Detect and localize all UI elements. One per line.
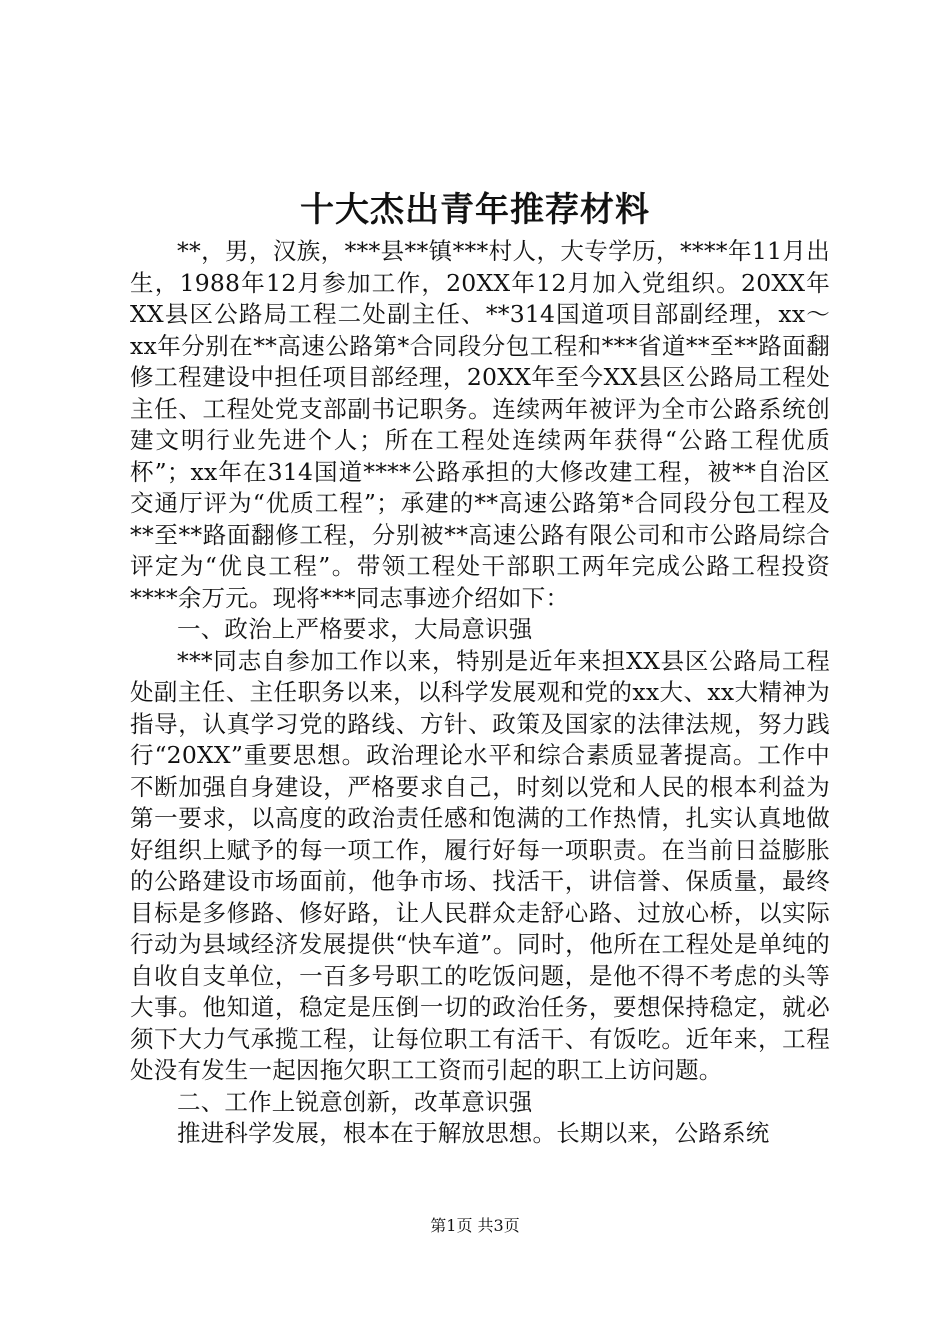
document-body	[130, 236, 830, 1150]
innovation-paragraph: 推进科学发展，根本在于解放思想。长期以来，公路系统	[177, 1119, 770, 1147]
document-title: 十大杰出青年推荐材料	[300, 190, 650, 230]
section-heading-innovation: 二、工作上锐意创新，改革意识强	[177, 1087, 533, 1116]
section-heading-political: 一、政治上严格要求，大局意识强	[177, 615, 533, 643]
intro-paragraph: **，男，汉族，***县**镇***村人，大专学历，****年11月出生，1988年12月参加工作，20XX年12月加入党组织。20XX年XX县区公路局工程二处副主任、**314国道项目部副经理，xx～xx年分别在**高速公路第*合同段分包工程和***省道**至**路面翻修工程建设中担任项目部经理，20XX年至今XX县区公路局工程处主任、工程处党支部副书记职务。连续两年被评为全市公路系统创建文明行业先进个人；所在工程处连续两年获得“公路工程优质杯”；xx年在314国道****公路承担的大修改建工程，被**自治区交通厅评为“优质工程”；承建的**高速公路第*合同段分包工程及**至**路面翻修工程，分别被**高速公路有限公司和市公路局综合评定为“优良工程”。带领工程处干部职工两年完成公路工程投资****余万元。现将***同志事迹介绍如下：	[130, 237, 830, 612]
political-paragraph: ***同志自参加工作以来，特别是近年来担XX县区公路局工程处副主任、主任职务以来，以科学发展观和党的xx大、xx大精神为指导，认真学习党的路线、方针、政策及国家的法律法规，努力践行“20XX”重要思想。政治理论水平和综合素质显著提高。工作中不断加强自身建设，严格要求自己，时刻以党和人民的根本利益为第一要求，以高度的政治责任感和饱满的工作热情，扎实认真地做好组织上赋予的每一项工作，履行好每一项职责。在当前日益膨胀的公路建设市场面前，他争市场、找活干，讲信誉、保质量，最终目标是多修路、修好路，让人民群众走舒心路、过放心桥，以实际行动为县域经济发展提供“快车道”。同时，他所在工程处是单纯的自收自支单位，一百多号职工的吃饭问题，是他不得不考虑的头等大事。他知道，稳定是压倒一切的政治任务，要想保持稳定，就必须下大力气承揽工程，让每位职工有活干、有饭吃。近年来，工程处没有发生一起因拖欠职工工资而引起的职工上访问题。	[130, 646, 830, 1084]
page-footer: 第1页 共3页	[430, 1216, 520, 1235]
